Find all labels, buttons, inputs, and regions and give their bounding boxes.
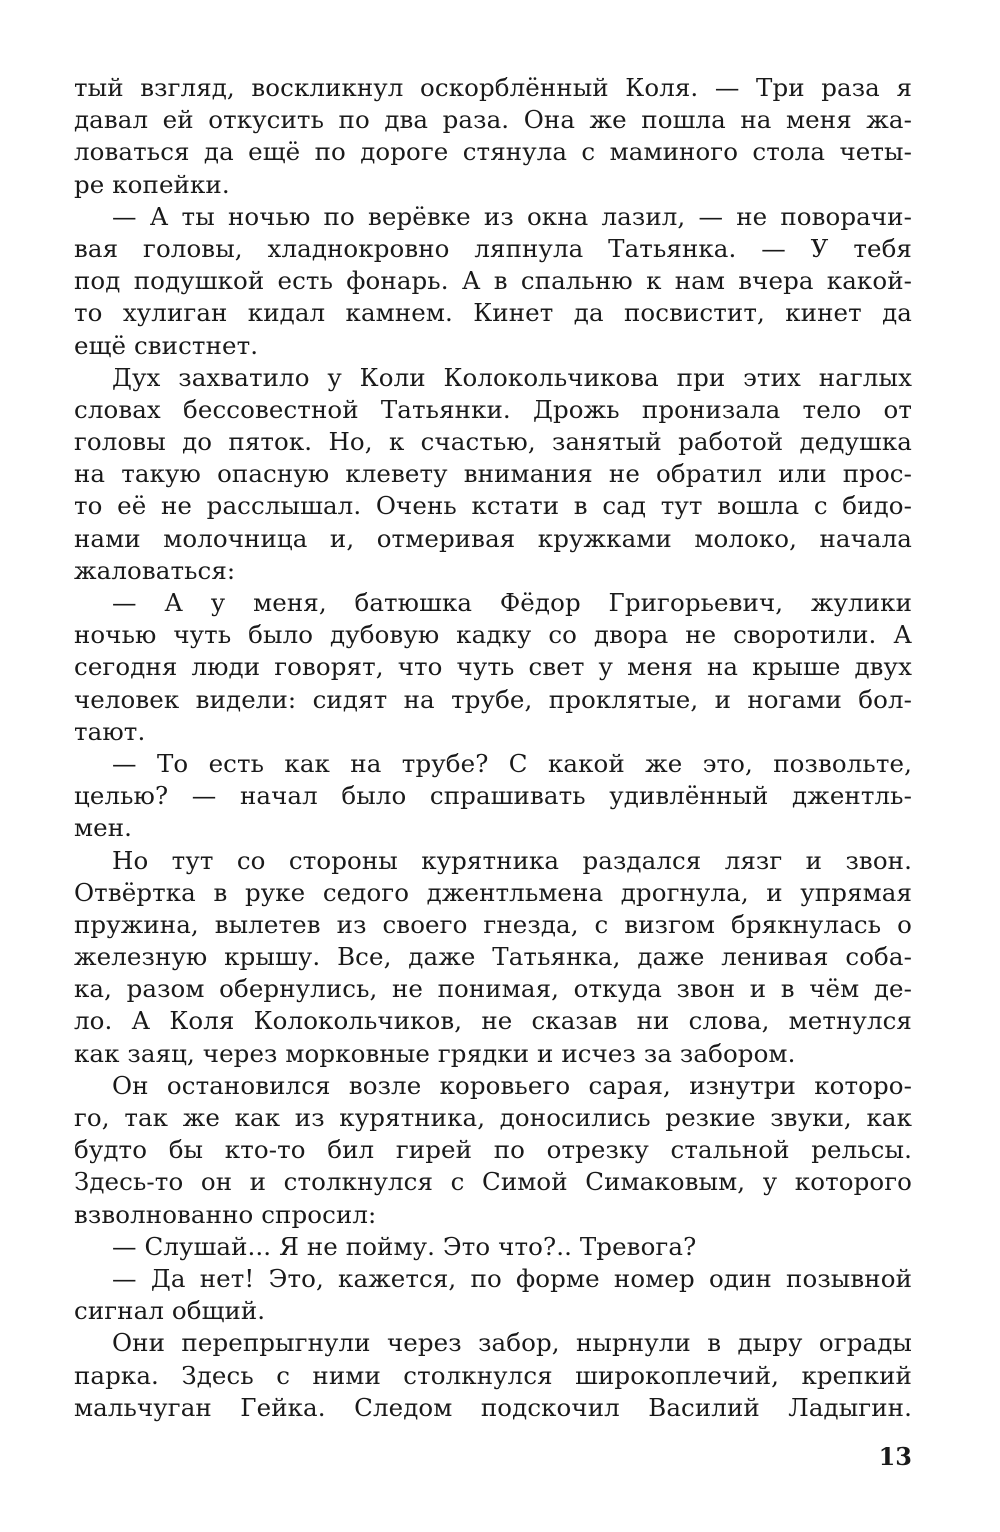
text-line: го, так же как из курятника, доносились резкие звуки, как <box>74 1103 912 1132</box>
page-number: 13 <box>878 1442 912 1471</box>
paragraph-4 <box>74 587 912 748</box>
text-line: будто бы кто-то бил гирей по отрезку стальной рельсы. <box>74 1135 912 1165</box>
paragraph-1 <box>74 72 912 201</box>
text-line: Дух захватило у Коли Колокольчикова при этих наглых <box>112 362 912 392</box>
text-line: жаловаться: <box>74 555 236 585</box>
text-line: тый взгляд, воскликнул оскорблённый Коля. — Три раза я <box>74 73 912 102</box>
text-line: — А у меня, батюшка Фёдор Григорьевич, жулики <box>112 588 912 617</box>
text-line: сигнал общий. <box>74 1296 266 1326</box>
text-line: Но тут со стороны курятника раздался лязг и звон. <box>112 845 912 875</box>
text-line: Здесь-то он и столкнулся с Симой Симаковым, у которого <box>74 1167 912 1197</box>
text-line: мальчуган Гейка. Следом подскочил Василий Ладыгин. <box>74 1392 912 1422</box>
text-line: вая головы, хладнокровно ляпнула Татьянка. — У тебя <box>74 233 912 263</box>
text-line: — То есть как на трубе? С какой же это, позвольте, <box>112 748 912 778</box>
text-line: то её не расслышал. Очень кстати в сад тут вошла с бидо- <box>74 491 912 521</box>
text-line: целью? — начал было спрашивать удивлённый джентль- <box>74 781 912 811</box>
text-line: человек видели: сидят на трубе, проклятые, и ногами бол- <box>74 684 912 714</box>
text-line: пружина, вылетев из своего гнезда, с визгом брякнулась о <box>74 909 912 939</box>
text-line: ло. А Коля Колокольчиков, не сказав ни слова, метнулся <box>74 1006 912 1036</box>
text-line: — Слушай... Я не пойму. Это что?.. Тревога? <box>112 1231 697 1261</box>
text-line: ночью чуть было дубовую кадку со двора не своротили. А <box>74 620 912 650</box>
text-line: Он остановился возле коровьего сарая, изнутри которо- <box>112 1070 912 1100</box>
text-line: сегодня люди говорят, что чуть свет у меня на крыше двух <box>74 652 912 682</box>
text-line: ре копейки. <box>74 169 230 199</box>
paragraph-10 <box>74 1327 912 1424</box>
text-line: взволнованно спросил: <box>74 1199 377 1229</box>
text-line: мен. <box>74 813 133 843</box>
text-line: — Да нет! Это, кажется, по форме номер один позывной <box>112 1263 912 1293</box>
text-line: Они перепрыгнули через забор, нырнули в дыру ограды <box>112 1328 912 1358</box>
text-line: то хулиган кидал камнем. Кинет да посвистит, кинет да <box>74 298 912 328</box>
body-text <box>74 72 912 1424</box>
text-line: Отвёртка в руке седого джентльмена дрогнула, и упрямая <box>74 877 912 907</box>
text-line: под подушкой есть фонарь. А в спальню к нам вчера какой- <box>74 266 912 296</box>
text-line: ловаться да ещё по дороге стянула с маминого стола четы- <box>74 137 912 167</box>
paragraph-2 <box>74 201 912 362</box>
text-line: нами молочница и, отмеривая кружками молоко, начала <box>74 523 912 553</box>
text-line: ещё свистнет. <box>74 330 259 360</box>
paragraph-9 <box>74 1263 912 1327</box>
paragraph-8 <box>74 1231 912 1263</box>
paragraph-5 <box>74 748 912 845</box>
text-line: как заяц, через морковные грядки и исчез за забором. <box>74 1038 796 1068</box>
text-line: парка. Здесь с ними столкнулся широкоплечий, крепкий <box>74 1360 912 1390</box>
paragraph-7 <box>74 1070 912 1231</box>
text-line: на такую опасную клевету внимания не обратил или прос- <box>74 459 912 489</box>
text-line: железную крышу. Все, даже Татьянка, даже ленивая соба- <box>74 942 912 972</box>
text-line: головы до пяток. Но, к счастью, занятый работой дедушка <box>74 427 912 457</box>
text-line: ка, разом обернулись, не понимая, откуда звон и в чём де- <box>74 974 912 1004</box>
paragraph-3 <box>74 362 912 587</box>
text-line: давал ей откусить по два раза. Она же пошла на меня жа- <box>74 105 912 135</box>
paragraph-6 <box>74 845 912 1070</box>
text-line: словах бессовестной Татьянки. Дрожь пронизала тело от <box>74 394 912 424</box>
text-line: — А ты ночью по верёвке из окна лазил, — не поворачи- <box>112 201 912 231</box>
text-line: тают. <box>74 716 146 746</box>
